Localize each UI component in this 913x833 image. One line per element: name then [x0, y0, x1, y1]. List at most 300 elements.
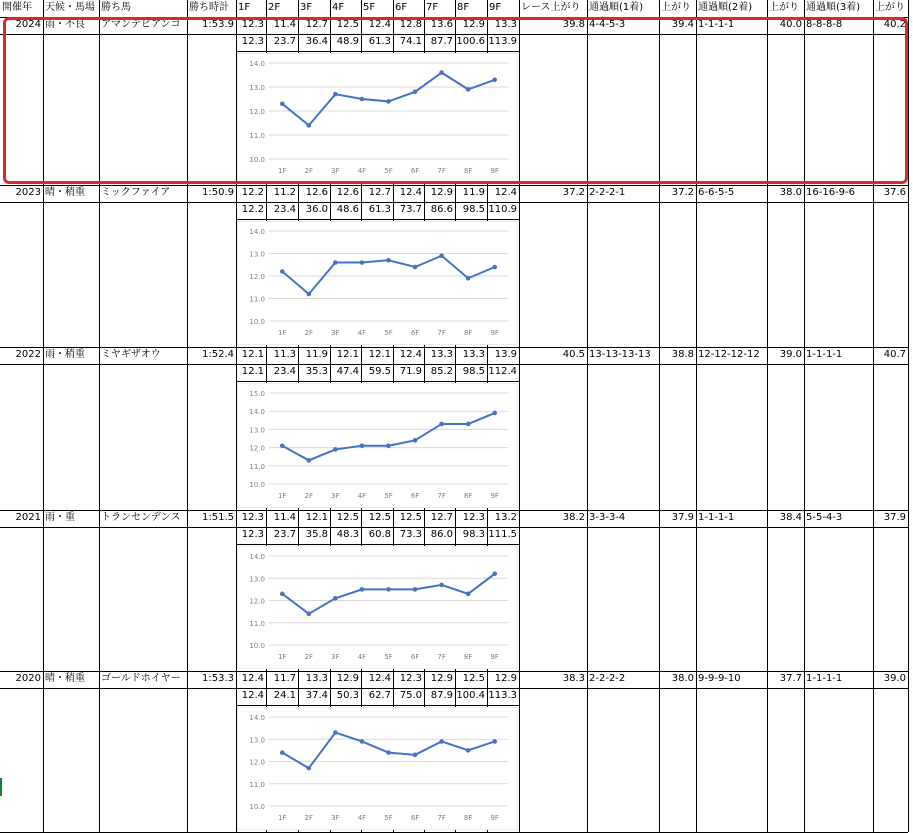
- passing-order-2-cell[interactable]: 9-9-9-10: [698, 673, 741, 684]
- passing-order-1-cell[interactable]: 2-2-2-1: [589, 187, 626, 198]
- data-point: [413, 587, 418, 592]
- cumulative-cell[interactable]: 48.9: [336, 36, 359, 47]
- header-cell[interactable]: 天候・馬場: [45, 2, 95, 13]
- header-cell[interactable]: 6F: [395, 2, 408, 13]
- column-border: [43, 0, 44, 832]
- row-border: [236, 705, 519, 706]
- y-tick-label: 12.0: [249, 597, 265, 606]
- header-cell[interactable]: 上がり: [661, 2, 691, 13]
- x-tick-label: 2F: [304, 167, 314, 175]
- cumulative-cell[interactable]: 50.3: [336, 690, 359, 701]
- cumulative-cell[interactable]: 73.3: [399, 529, 422, 540]
- lap-cell[interactable]: 12.4: [399, 187, 422, 198]
- x-tick-label: 7F: [437, 167, 446, 175]
- header-cell[interactable]: 4F: [332, 2, 345, 13]
- x-tick-label: 6F: [410, 653, 420, 661]
- last-2-cell[interactable]: 38.0: [779, 187, 802, 198]
- x-tick-label: 7F: [437, 653, 446, 661]
- lap-cell[interactable]: 12.5: [399, 512, 422, 523]
- last-1-cell[interactable]: 37.2: [671, 187, 694, 198]
- passing-order-2-cell[interactable]: 1-1-1-1: [698, 19, 735, 30]
- header-cell[interactable]: 通過順(3着): [806, 2, 861, 13]
- winner-cell[interactable]: ゴールドホイヤー: [101, 673, 181, 684]
- row-border: [0, 34, 236, 35]
- data-point: [307, 292, 312, 297]
- x-tick-label: 8F: [463, 653, 473, 661]
- cumulative-cell[interactable]: 113.9: [488, 36, 517, 47]
- cumulative-cell[interactable]: 12.3: [241, 36, 264, 47]
- cumulative-cell[interactable]: 98.5: [462, 366, 485, 377]
- time-cell[interactable]: 1:50.9: [202, 187, 234, 198]
- data-point: [333, 730, 338, 735]
- row-border: [0, 527, 236, 528]
- cumulative-cell[interactable]: 85.2: [430, 366, 453, 377]
- x-tick-label: 3F: [331, 492, 340, 500]
- cumulative-cell[interactable]: 36.0: [305, 204, 328, 215]
- y-tick-label: 12.0: [249, 273, 265, 281]
- cumulative-cell[interactable]: 100.6: [456, 36, 485, 47]
- data-point: [492, 572, 497, 577]
- last-1-cell[interactable]: 38.0: [671, 673, 694, 684]
- column-border: [767, 0, 768, 832]
- lap-cell[interactable]: 12.7: [430, 512, 453, 523]
- lap-cell[interactable]: 11.3: [273, 349, 296, 360]
- data-point: [360, 587, 365, 592]
- lap-cell[interactable]: 12.4: [241, 673, 264, 684]
- lap-cell[interactable]: 12.9: [494, 673, 517, 684]
- lap-cell[interactable]: 13.3: [430, 349, 453, 360]
- x-tick-label: 9F: [490, 492, 499, 500]
- cumulative-cell[interactable]: 98.5: [462, 204, 485, 215]
- cumulative-cell[interactable]: 86.0: [430, 529, 453, 540]
- data-point: [439, 739, 444, 744]
- data-point: [386, 443, 391, 448]
- cumulative-cell[interactable]: 35.8: [305, 529, 328, 540]
- data-point: [307, 612, 312, 617]
- cumulative-cell[interactable]: 110.9: [488, 204, 517, 215]
- lap-cell[interactable]: 12.6: [305, 187, 328, 198]
- cumulative-cell[interactable]: 75.0: [399, 690, 422, 701]
- y-tick-label: 11.0: [249, 780, 265, 789]
- lap-cell[interactable]: 12.5: [336, 19, 359, 30]
- passing-order-3-cell[interactable]: 8-8-8-8: [806, 19, 843, 30]
- data-point: [280, 592, 285, 597]
- time-cell[interactable]: 1:52.4: [202, 349, 234, 360]
- time-cell[interactable]: 1:51.5: [202, 512, 234, 523]
- lap-cell[interactable]: 13.3: [305, 673, 328, 684]
- last-3-cell[interactable]: 37.9: [883, 512, 906, 523]
- row-border: [0, 688, 236, 689]
- header-cell[interactable]: 1F: [238, 2, 251, 13]
- cumulative-cell[interactable]: 113.3: [488, 690, 517, 701]
- row-border: [519, 364, 908, 365]
- passing-order-1-cell[interactable]: 13-13-13-13: [589, 349, 651, 360]
- row-border: [236, 527, 519, 528]
- data-point: [307, 458, 312, 463]
- data-point: [466, 87, 471, 92]
- cumulative-cell[interactable]: 73.7: [399, 204, 422, 215]
- data-point: [413, 438, 418, 443]
- x-tick-label: 4F: [357, 167, 367, 175]
- lap-cell[interactable]: 11.4: [273, 512, 296, 523]
- header-cell[interactable]: 8F: [457, 2, 470, 13]
- cumulative-cell[interactable]: 111.5: [488, 529, 517, 540]
- passing-order-2-cell[interactable]: 12-12-12-12: [698, 349, 760, 360]
- lap-cell[interactable]: 11.2: [273, 187, 296, 198]
- data-point: [280, 269, 285, 274]
- lap-cell[interactable]: 12.4: [368, 673, 391, 684]
- row-border: [0, 364, 236, 365]
- chart-area: [237, 53, 518, 183]
- row-border: [236, 381, 519, 382]
- column-border: [908, 0, 909, 832]
- cumulative-cell[interactable]: 74.1: [399, 36, 422, 47]
- data-point: [386, 750, 391, 755]
- y-tick-label: 11.0: [249, 295, 265, 304]
- lap-cell[interactable]: 12.8: [399, 19, 422, 30]
- data-point: [280, 443, 285, 448]
- cumulative-cell[interactable]: 112.4: [488, 366, 517, 377]
- winner-cell[interactable]: ミックファイア: [101, 187, 171, 198]
- passing-order-3-cell[interactable]: 16-16-9-6: [806, 187, 855, 198]
- data-point: [492, 265, 497, 270]
- header-cell[interactable]: 9F: [489, 2, 502, 13]
- data-point: [360, 739, 365, 744]
- chart-area: [237, 546, 518, 669]
- x-tick-label: 9F: [490, 653, 499, 661]
- lap-cell[interactable]: 12.3: [399, 673, 422, 684]
- x-tick-label: 3F: [331, 329, 340, 337]
- y-tick-label: 13.0: [249, 575, 265, 584]
- y-tick-label: 10.0: [249, 481, 265, 489]
- cumulative-cell[interactable]: 87.7: [430, 36, 453, 47]
- lap-cell[interactable]: 12.7: [368, 187, 391, 198]
- header-cell[interactable]: レース上がり: [521, 2, 581, 13]
- lap-cell[interactable]: 12.6: [336, 187, 359, 198]
- last-1-cell[interactable]: 37.9: [671, 512, 694, 523]
- y-tick-label: 14.0: [249, 408, 265, 417]
- x-tick-label: 8F: [463, 814, 473, 822]
- data-point: [307, 123, 312, 128]
- y-tick-label: 10.0: [249, 642, 265, 650]
- x-tick-label: 8F: [463, 329, 473, 337]
- cumulative-cell[interactable]: 62.7: [368, 690, 391, 701]
- data-point: [280, 102, 285, 107]
- x-tick-label: 1F: [278, 492, 287, 500]
- header-cell[interactable]: 7F: [426, 2, 439, 13]
- data-point: [466, 592, 471, 597]
- time-cell[interactable]: 1:53.9: [202, 19, 234, 30]
- lap-cell[interactable]: 11.4: [273, 19, 296, 30]
- lap-cell[interactable]: 12.3: [241, 512, 264, 523]
- lap-cell[interactable]: 12.3: [462, 512, 485, 523]
- lap-cell[interactable]: 12.9: [336, 673, 359, 684]
- split-time-line-chart[interactable]: [237, 383, 518, 508]
- data-point: [413, 90, 418, 95]
- data-point: [333, 596, 338, 601]
- cumulative-cell[interactable]: 86.6: [430, 204, 453, 215]
- data-point: [439, 583, 444, 588]
- x-tick-label: 8F: [463, 492, 473, 500]
- lap-cell[interactable]: 13.9: [494, 349, 517, 360]
- data-point: [492, 739, 497, 744]
- column-border: [659, 0, 660, 832]
- y-tick-label: 13.0: [249, 736, 265, 745]
- header-cell[interactable]: 2F: [268, 2, 281, 13]
- y-tick-label: 10.0: [249, 318, 265, 326]
- condition-cell[interactable]: 雨・稍重: [45, 349, 85, 360]
- data-point: [439, 422, 444, 427]
- cumulative-cell[interactable]: 12.1: [241, 366, 264, 377]
- row-border: [236, 364, 519, 365]
- x-tick-label: 7F: [437, 492, 446, 500]
- header-cell[interactable]: 通過順(1着): [589, 2, 644, 13]
- split-time-line-chart[interactable]: [237, 221, 518, 345]
- x-tick-label: 2F: [304, 814, 314, 822]
- last-2-cell[interactable]: 37.7: [779, 673, 802, 684]
- lap-cell[interactable]: 12.9: [430, 673, 453, 684]
- cumulative-cell[interactable]: 47.4: [336, 366, 359, 377]
- header-cell[interactable]: 通過順(2着): [698, 2, 753, 13]
- year-cell[interactable]: 2020: [15, 673, 41, 684]
- data-point: [466, 276, 471, 281]
- cumulative-cell[interactable]: 36.4: [305, 36, 328, 47]
- lap-cell[interactable]: 12.4: [399, 349, 422, 360]
- x-tick-label: 5F: [384, 653, 393, 661]
- passing-order-2-cell[interactable]: 1-1-1-1: [698, 512, 735, 523]
- winner-cell[interactable]: アマンテビアンコ: [101, 19, 181, 30]
- column-border: [187, 0, 188, 832]
- data-point: [360, 260, 365, 265]
- cumulative-cell[interactable]: 48.6: [336, 204, 359, 215]
- last-3-cell[interactable]: 40.7: [883, 349, 906, 360]
- lap-cell[interactable]: 12.2: [241, 187, 264, 198]
- last-3-cell[interactable]: 39.0: [883, 673, 906, 684]
- y-tick-label: 10.0: [249, 156, 265, 164]
- cumulative-cell[interactable]: 61.3: [368, 204, 391, 215]
- split-time-line-chart[interactable]: [237, 707, 518, 830]
- lap-cell[interactable]: 12.7: [305, 19, 328, 30]
- passing-order-1-cell[interactable]: 3-3-3-4: [589, 512, 626, 523]
- column-border: [99, 0, 100, 832]
- column-border: [519, 0, 520, 832]
- column-border: [587, 0, 588, 832]
- row-border: [236, 202, 519, 203]
- cumulative-cell[interactable]: 35.3: [305, 366, 328, 377]
- year-cell[interactable]: 2022: [15, 349, 41, 360]
- winner-cell[interactable]: トランセンデンス: [101, 512, 181, 523]
- lap-cell[interactable]: 12.1: [241, 349, 264, 360]
- row-border: [519, 688, 908, 689]
- lap-cell[interactable]: 13.6: [430, 19, 453, 30]
- lap-cell[interactable]: 12.1: [336, 349, 359, 360]
- last-3-cell[interactable]: 40.2: [883, 19, 906, 30]
- data-point: [307, 766, 312, 771]
- row-border: [519, 34, 908, 35]
- lap-cell[interactable]: 12.5: [368, 512, 391, 523]
- last-2-cell[interactable]: 40.0: [779, 19, 802, 30]
- cumulative-cell[interactable]: 12.2: [241, 204, 264, 215]
- y-tick-label: 12.0: [249, 444, 265, 453]
- y-tick-label: 12.0: [249, 108, 265, 116]
- lap-cell[interactable]: 13.3: [462, 349, 485, 360]
- x-tick-label: 1F: [278, 653, 287, 661]
- row-border: [236, 51, 519, 52]
- cumulative-cell[interactable]: 61.3: [368, 36, 391, 47]
- condition-cell[interactable]: 晴・稍重: [45, 673, 85, 684]
- last-2-cell[interactable]: 39.0: [779, 349, 802, 360]
- last-1-cell[interactable]: 38.8: [671, 349, 694, 360]
- cumulative-cell[interactable]: 23.7: [273, 36, 296, 47]
- data-point: [386, 258, 391, 263]
- data-point: [280, 750, 285, 755]
- lap-cell[interactable]: 12.3: [241, 19, 264, 30]
- header-cell[interactable]: 勝ち時計: [189, 2, 229, 13]
- passing-order-1-cell[interactable]: 2-2-2-2: [589, 673, 626, 684]
- cumulative-cell[interactable]: 37.4: [305, 690, 328, 701]
- race-last-cell[interactable]: 39.8: [562, 19, 585, 30]
- x-tick-label: 8F: [463, 167, 473, 175]
- x-tick-label: 5F: [384, 492, 393, 500]
- x-tick-label: 1F: [278, 329, 287, 337]
- lap-cell[interactable]: 12.4: [494, 187, 517, 198]
- condition-cell[interactable]: 雨・不良: [45, 19, 85, 30]
- lap-cell[interactable]: 13.3: [494, 19, 517, 30]
- passing-order-3-cell[interactable]: 1-1-1-1: [806, 673, 843, 684]
- cumulative-cell[interactable]: 100.4: [456, 690, 485, 701]
- x-tick-label: 7F: [437, 329, 446, 337]
- y-tick-label: 13.0: [249, 426, 265, 435]
- x-tick-label: 6F: [410, 167, 420, 175]
- y-tick-label: 13.0: [249, 84, 265, 92]
- row-border: [519, 527, 908, 528]
- header-cell[interactable]: 上がり: [875, 2, 905, 13]
- x-tick-label: 6F: [410, 329, 420, 337]
- condition-cell[interactable]: 雨・重: [45, 512, 75, 523]
- split-time-line-chart[interactable]: [237, 53, 518, 183]
- x-tick-label: 5F: [384, 167, 393, 175]
- data-point: [360, 443, 365, 448]
- lap-cell[interactable]: 12.5: [462, 673, 485, 684]
- x-tick-label: 3F: [331, 814, 340, 822]
- cumulative-cell[interactable]: 48.3: [336, 529, 359, 540]
- year-cell[interactable]: 2021: [15, 512, 41, 523]
- passing-order-3-cell[interactable]: 1-1-1-1: [806, 349, 843, 360]
- race-last-cell[interactable]: 38.2: [562, 512, 585, 523]
- year-cell[interactable]: 2024: [15, 19, 41, 30]
- column-border: [804, 0, 805, 832]
- x-tick-label: 1F: [278, 814, 287, 822]
- data-point: [386, 99, 391, 104]
- y-tick-label: 13.0: [249, 250, 265, 259]
- data-point: [492, 411, 497, 416]
- lap-cell[interactable]: 12.1: [305, 512, 328, 523]
- cumulative-cell[interactable]: 23.7: [273, 529, 296, 540]
- cumulative-cell[interactable]: 24.1: [273, 690, 296, 701]
- cumulative-cell[interactable]: 60.8: [368, 529, 391, 540]
- data-point: [413, 265, 418, 270]
- x-tick-label: 3F: [331, 653, 340, 661]
- lap-cell[interactable]: 12.4: [368, 19, 391, 30]
- winner-cell[interactable]: ミヤギザオウ: [101, 349, 161, 360]
- row-border: [236, 34, 519, 35]
- header-cell[interactable]: 開催年: [2, 2, 32, 13]
- column-border: [873, 0, 874, 832]
- cumulative-cell[interactable]: 87.9: [430, 690, 453, 701]
- lap-cell[interactable]: 12.9: [462, 19, 485, 30]
- x-tick-label: 4F: [357, 492, 367, 500]
- lap-cell[interactable]: 12.1: [368, 349, 391, 360]
- header-cell[interactable]: 3F: [300, 2, 313, 13]
- passing-order-1-cell[interactable]: 4-4-5-3: [589, 19, 626, 30]
- data-point: [439, 253, 444, 258]
- lap-cell[interactable]: 11.7: [273, 673, 296, 684]
- y-tick-label: 15.0: [249, 390, 265, 398]
- time-cell[interactable]: 1:53.3: [202, 673, 234, 684]
- lap-cell[interactable]: 11.9: [305, 349, 328, 360]
- lap-cell[interactable]: 11.9: [462, 187, 485, 198]
- lap-cell[interactable]: 12.9: [430, 187, 453, 198]
- last-2-cell[interactable]: 38.4: [779, 512, 802, 523]
- lap-cell[interactable]: 13.2: [494, 512, 517, 523]
- data-point: [333, 447, 338, 452]
- race-last-cell[interactable]: 40.5: [562, 349, 585, 360]
- year-cell[interactable]: 2023: [15, 187, 41, 198]
- y-tick-label: 11.0: [249, 132, 265, 140]
- data-point: [413, 753, 418, 758]
- race-last-cell[interactable]: 37.2: [562, 187, 585, 198]
- lap-cell[interactable]: 12.5: [336, 512, 359, 523]
- cumulative-cell[interactable]: 12.4: [241, 690, 264, 701]
- x-tick-label: 4F: [357, 653, 367, 661]
- x-tick-label: 2F: [304, 653, 314, 661]
- header-cell[interactable]: 上がり: [769, 2, 799, 13]
- header-cell[interactable]: 勝ち馬: [101, 2, 131, 13]
- y-tick-label: 11.0: [249, 619, 265, 628]
- passing-order-3-cell[interactable]: 5-5-4-3: [806, 512, 843, 523]
- cumulative-cell[interactable]: 23.4: [273, 204, 296, 215]
- y-tick-label: 11.0: [249, 462, 265, 471]
- chart-area: [237, 707, 518, 830]
- x-tick-label: 6F: [410, 492, 420, 500]
- row-border: [236, 219, 519, 220]
- split-time-line-chart[interactable]: [237, 546, 518, 669]
- x-tick-label: 2F: [304, 492, 314, 500]
- data-point: [466, 748, 471, 753]
- header-cell[interactable]: 5F: [363, 2, 376, 13]
- cumulative-cell[interactable]: 98.3: [462, 529, 485, 540]
- cumulative-cell[interactable]: 23.4: [273, 366, 296, 377]
- y-tick-label: 10.0: [249, 803, 265, 811]
- last-3-cell[interactable]: 37.6: [883, 187, 906, 198]
- data-point: [333, 260, 338, 265]
- last-1-cell[interactable]: 39.4: [671, 19, 694, 30]
- cumulative-cell[interactable]: 59.5: [368, 366, 391, 377]
- cumulative-cell[interactable]: 71.9: [399, 366, 422, 377]
- race-last-cell[interactable]: 38.3: [562, 673, 585, 684]
- passing-order-2-cell[interactable]: 6-6-5-5: [698, 187, 735, 198]
- x-tick-label: 3F: [331, 167, 340, 175]
- x-tick-label: 4F: [357, 814, 367, 822]
- y-tick-label: 14.0: [249, 60, 265, 68]
- green-row-marker: [0, 778, 2, 796]
- y-tick-label: 14.0: [249, 714, 265, 722]
- row-border: [0, 202, 236, 203]
- x-tick-label: 9F: [490, 167, 499, 175]
- condition-cell[interactable]: 晴・稍重: [45, 187, 85, 198]
- row-border: [236, 688, 519, 689]
- cumulative-cell[interactable]: 12.3: [241, 529, 264, 540]
